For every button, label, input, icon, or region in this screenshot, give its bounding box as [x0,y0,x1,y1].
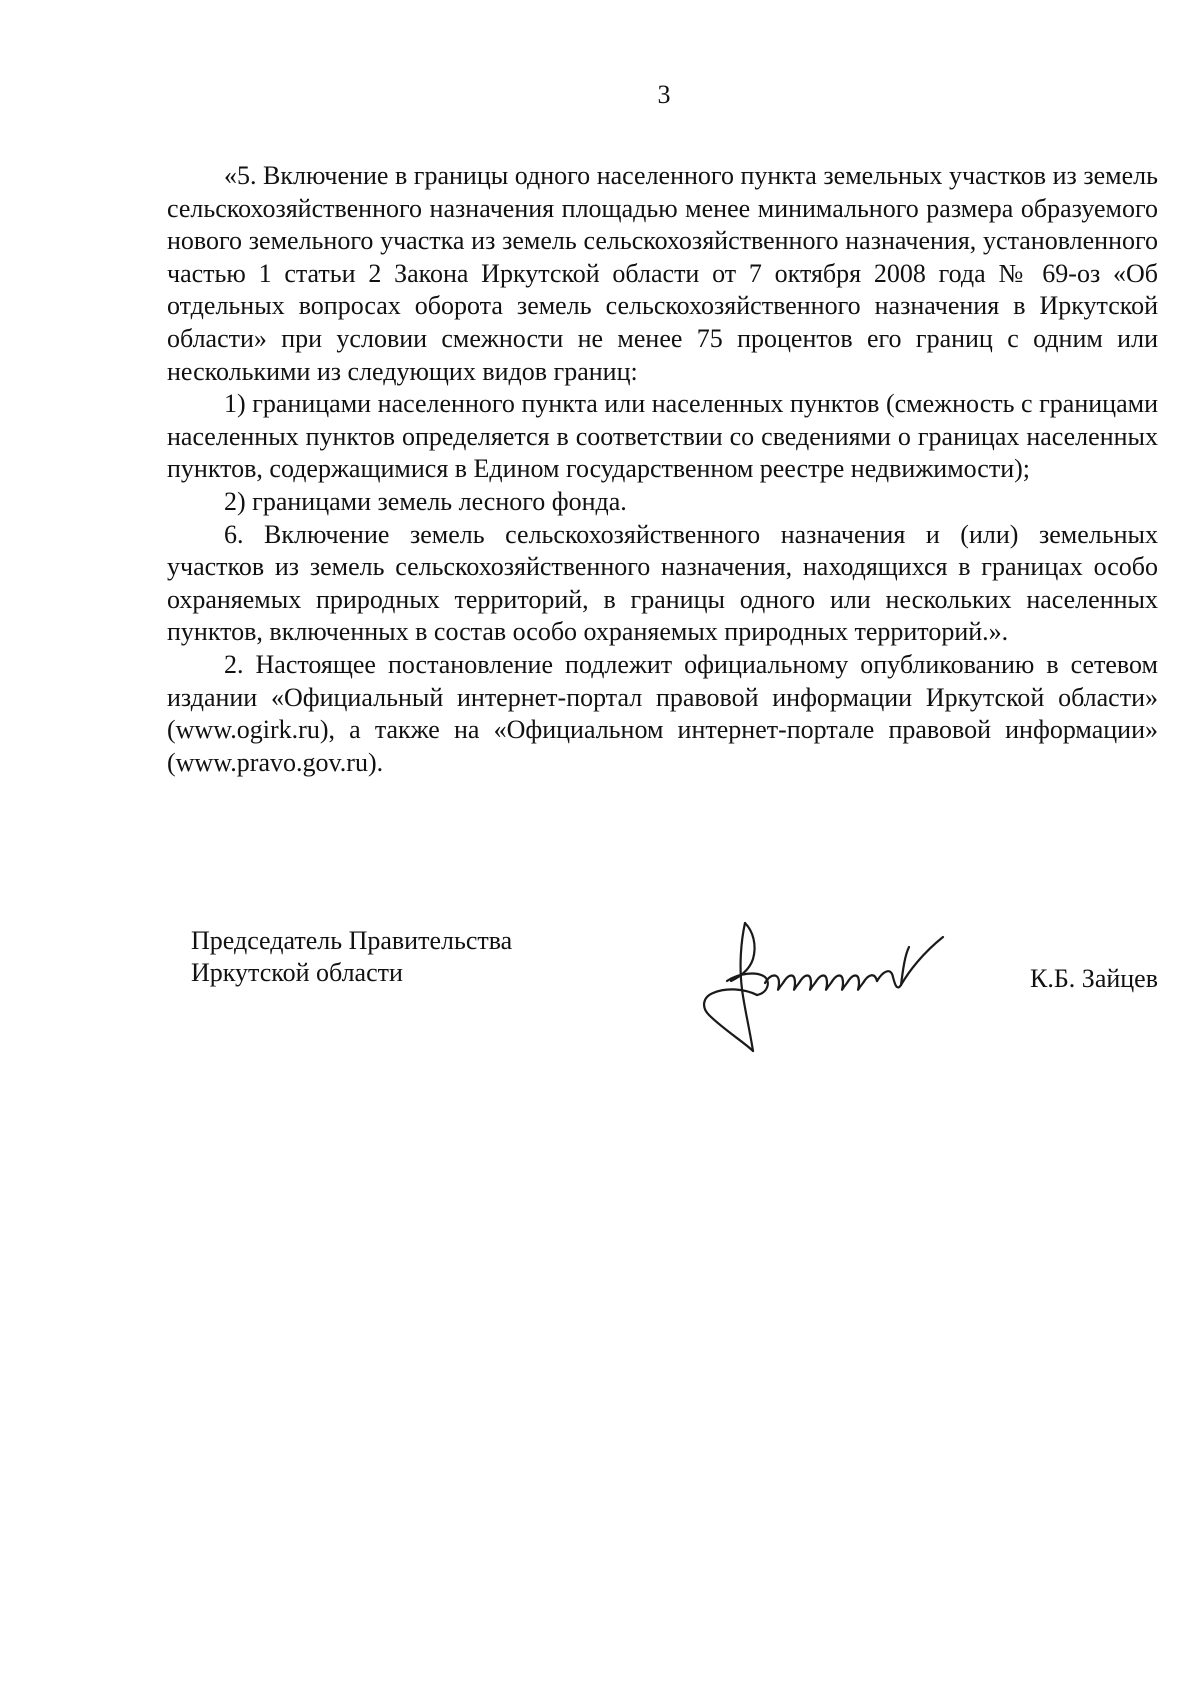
paragraph-subitem-1: 1) границами населенного пункта или населенных пунктов (смежность с границами населенных пунктов определяется в соответствии со сведениями о границах населенных пунктов, содержащимися в Едином государственном реестре недвижимости); [167,389,1158,484]
paragraph-publication: 2. Настоящее постановление подлежит официальному опубликованию в сетевом издании «Официальный интернет-портал правовой информации Иркутской области» (www.ogirk.ru), а также на «Официальном интернет-портале правовой информации» (www.pravo.gov.ru). [167,649,1158,777]
paragraph-item-5: «5. Включение в границы одного населенного пункта земельных участков из земель сельскохозяйственного назначения площадью менее минимального размера образуемого нового земельного участка из земель сельскохозяйственного назначения, установленного частью 1 статьи 2 Закона Иркутской области от 7 октября 2008 года № 69-оз «Об отдельных вопросах оборота земель сельскохозяйственного назначения в Иркутской области» при условии смежности не менее 75 процентов его границ с одним или несколькими из следующих видов границ: [167,161,1158,386]
signer-title-line-1: Председатель Правительства [191,926,513,955]
paragraph-subitem-2: 2) границами земель лесного фонда. [224,486,627,516]
signer-title [191,925,512,989]
handwritten-signature [687,911,957,1061]
page-number: 3 [657,80,671,109]
signer-title-line-2: Иркутской области [191,958,403,987]
signer-name: К.Б. Зайцев [1030,964,1158,993]
paragraph-item-6: 6. Включение земель сельскохозяйственного назначения и (или) земельных участков из земель сельскохозяйственного назначения, находящихся в границах особо охраняемых природных территорий, в границы одного или нескольких населенных пунктов, включенных в состав особо охраняемых природных территорий.». [167,519,1158,647]
signature-block [167,925,1158,1075]
document-body [167,160,1158,779]
